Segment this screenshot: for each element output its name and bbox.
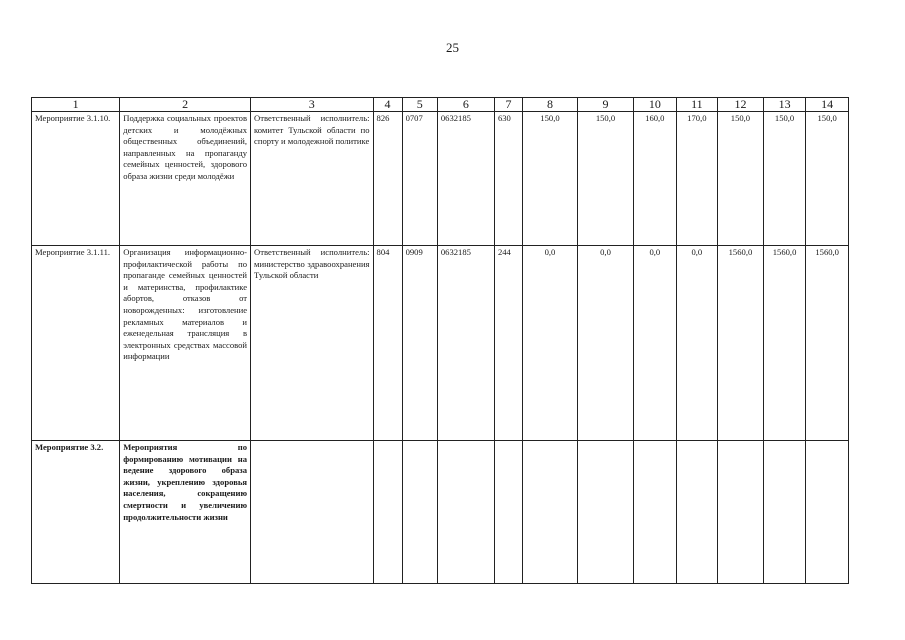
measure-id: Мероприятие 3.2. (32, 441, 120, 584)
col-header-12: 12 (718, 98, 764, 112)
cell-col13 (763, 441, 806, 584)
measure-name: Мероприятия по формированию мотивации на ведение здорового образа жизни, укреплению здоровья населения, сокращению смертности и увеличению продолжительности жизни (120, 441, 251, 584)
cell-col10: 0,0 (634, 246, 677, 441)
cell-col13: 1560,0 (763, 246, 806, 441)
cell-col6 (437, 441, 494, 584)
cell-col7: 244 (494, 246, 522, 441)
page-number: 25 (446, 40, 459, 55)
cell-col9 (577, 441, 633, 584)
column-number-row (32, 98, 849, 112)
cell-col12 (718, 441, 764, 584)
cell-col8: 150,0 (522, 112, 577, 246)
col-header-1: 1 (32, 98, 120, 112)
cell-col7 (494, 441, 522, 584)
cell-col12: 150,0 (718, 112, 764, 246)
cell-col5: 0909 (402, 246, 437, 441)
cell-col11: 170,0 (676, 112, 718, 246)
cell-col14: 1560,0 (806, 246, 849, 441)
cell-col12: 1560,0 (718, 246, 764, 441)
measure-executor: Ответственный исполнитель: министерство здравоохранения Тульской области (251, 246, 373, 441)
program-measures-table (31, 97, 849, 584)
cell-col11 (676, 441, 718, 584)
cell-col6: 0632185 (437, 112, 494, 246)
col-header-11: 11 (676, 98, 718, 112)
col-header-4: 4 (373, 98, 402, 112)
cell-col5: 0707 (402, 112, 437, 246)
col-header-3: 3 (251, 98, 373, 112)
cell-col5 (402, 441, 437, 584)
cell-col4: 804 (373, 246, 402, 441)
cell-col14: 150,0 (806, 112, 849, 246)
measure-executor (251, 441, 373, 584)
col-header-5: 5 (402, 98, 437, 112)
cell-col6: 0632185 (437, 246, 494, 441)
cell-col11: 0,0 (676, 246, 718, 441)
col-header-14: 14 (806, 98, 849, 112)
cell-col13: 150,0 (763, 112, 806, 246)
cell-col9: 0,0 (577, 246, 633, 441)
cell-col8: 0,0 (522, 246, 577, 441)
measure-id: Мероприятие 3.1.10. (32, 112, 120, 246)
cell-col10: 160,0 (634, 112, 677, 246)
cell-col10 (634, 441, 677, 584)
cell-col7: 630 (494, 112, 522, 246)
table-row (32, 246, 849, 441)
measure-executor: Ответственный исполнитель: комитет Тульской области по спорту и молодежной политике (251, 112, 373, 246)
cell-col9: 150,0 (577, 112, 633, 246)
col-header-7: 7 (494, 98, 522, 112)
measure-name: Поддержка социальных проектов детских и молодёжных общественных объединений, направленных на пропаганду семейных ценностей, здорового образа жизни среди молодёжи (120, 112, 251, 246)
col-header-13: 13 (763, 98, 806, 112)
table-row (32, 441, 849, 584)
col-header-2: 2 (120, 98, 251, 112)
measure-name: Организация информационно-профилактической работы по пропаганде семейных ценностей и материнства, профилактике абортов, отказов от новорожденных: изготовление рекламных материалов и еженедельная трансляция в электронных средствах массовой информации (120, 246, 251, 441)
col-header-8: 8 (522, 98, 577, 112)
col-header-6: 6 (437, 98, 494, 112)
cell-col8 (522, 441, 577, 584)
cell-col4 (373, 441, 402, 584)
cell-col14 (806, 441, 849, 584)
col-header-9: 9 (577, 98, 633, 112)
cell-col4: 826 (373, 112, 402, 246)
col-header-10: 10 (634, 98, 677, 112)
measure-id: Мероприятие 3.1.11. (32, 246, 120, 441)
table-row (32, 112, 849, 246)
